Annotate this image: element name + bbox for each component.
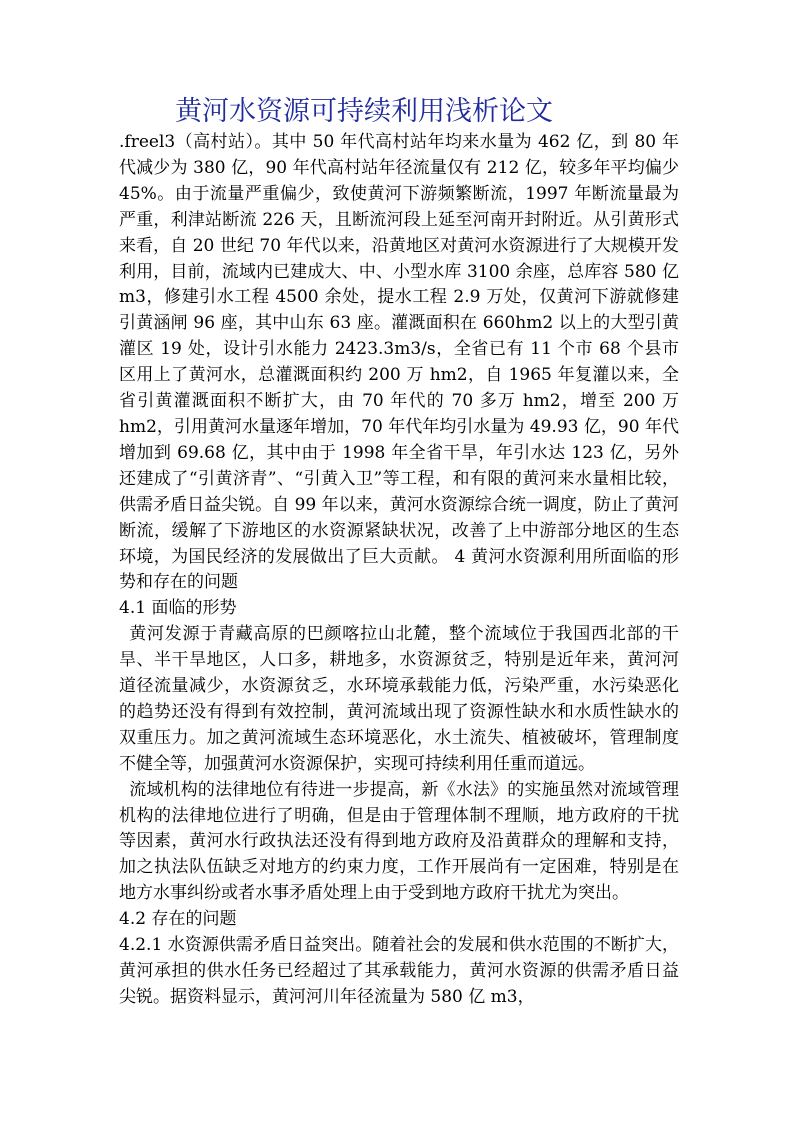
document-body xyxy=(119,130,679,1011)
paragraph-legal-status: 流域机构的法律地位有待进一步提高，新《水法》的实施虽然对流域管理机构的法律地位进行了明确，但是由于管理体制不理顺，地方政府的干扰等因素，黄河水行政执法还没有得到地方政府及沿黄群众的理解和支持，加之执法队伍缺乏对地方的约束力度，工作开展尚有一定困难，特别是在地方水事纠纷或者水事矛盾处理上由于受到地方政府干扰尤为突出。 xyxy=(119,779,679,904)
section-heading-4-2: 4.2 存在的问题 xyxy=(119,909,237,930)
paragraph-situation: 黄河发源于青藏高原的巴颜喀拉山北麓，整个流域位于我国西北部的干旱、半干旱地区，人口多，耕地多，水资源贫乏，特别是近年来，黄河河道径流量减少，水资源贫乏，水环境承载能力低，污染严重，水污染恶化的趋势还没有得到有效控制，黄河流域出现了资源性缺水和水质性缺水的双重压力。加之黄河流域生态环境恶化，水土流失、植被破坏，管理制度不健全等，加强黄河水资源保护，实现可持续利用任重而道远。 xyxy=(119,624,679,774)
document-page xyxy=(119,94,679,1011)
document-title: 黄河水资源可持续利用浅析论文 xyxy=(175,96,553,127)
paragraph-continuation: .freel3（高村站）。其中 50 年代高村站年均来水量为 462 亿，到 80 年代减少为 380 亿，90 年代高村站年径流量仅有 212 亿，较多年平均偏少 45%。由于流量严重偏少，致使黄河下游频繁断流，1997 年断流量最为严重，利津站断流 226 天，且断流河段上延至河南开封附近。从引黄形式来看，自 20 世纪 70 年代以来，沿黄地区对黄河水资源进行了大规模开发利用，目前，流域内已建成大、中、小型水库 3100 余座，总库容 580 亿 m3，修建引水工程 4500 余处，提水工程 2.9 万处，仅黄河下游就修建引黄涵闸 96 座，其中山东 63 座。灌溉面积在 660hm2 以上的大型引黄灌区 19 处，设计引水能力 2423.3m3/s，全省已有 11 个市 68 个县市区用上了黄河水，总灌溉面积约 200 万 hm2，自 1965 年复灌以来，全省引黄灌溉面积不断扩大，由 70 年代的 70 多万 hm2，增至 200 万 hm2，引用黄河水量逐年增加，70 年代年均引水量为 49.93 亿，90 年代增加到 69.68 亿，其中由于 1998 年全省干旱，年引水达 123 亿，另外还建成了“引黄济青”、“引黄入卫”等工程，和有限的黄河来水量相比较，供需矛盾日益尖锐。自 99 年以来，黄河水资源综合统一调度，防止了黄河断流，缓解了下游地区的水资源紧缺状况，改善了上中游部分地区的生态环境，为国民经济的发展做出了巨大贡献。 4 黄河水资源利用所面临的形势和存在的问题 xyxy=(119,132,679,593)
section-heading-4-1: 4.1 面临的形势 xyxy=(119,598,237,619)
paragraph-4-2-1: 4.2.1 水资源供需矛盾日益突出。随着社会的发展和供水范围的不断扩大，黄河承担的供水任务已经超过了其承载能力，黄河水资源的供需矛盾日益尖锐。据资料显示，黄河河川年径流量为 580 亿 m3， xyxy=(119,935,679,1007)
